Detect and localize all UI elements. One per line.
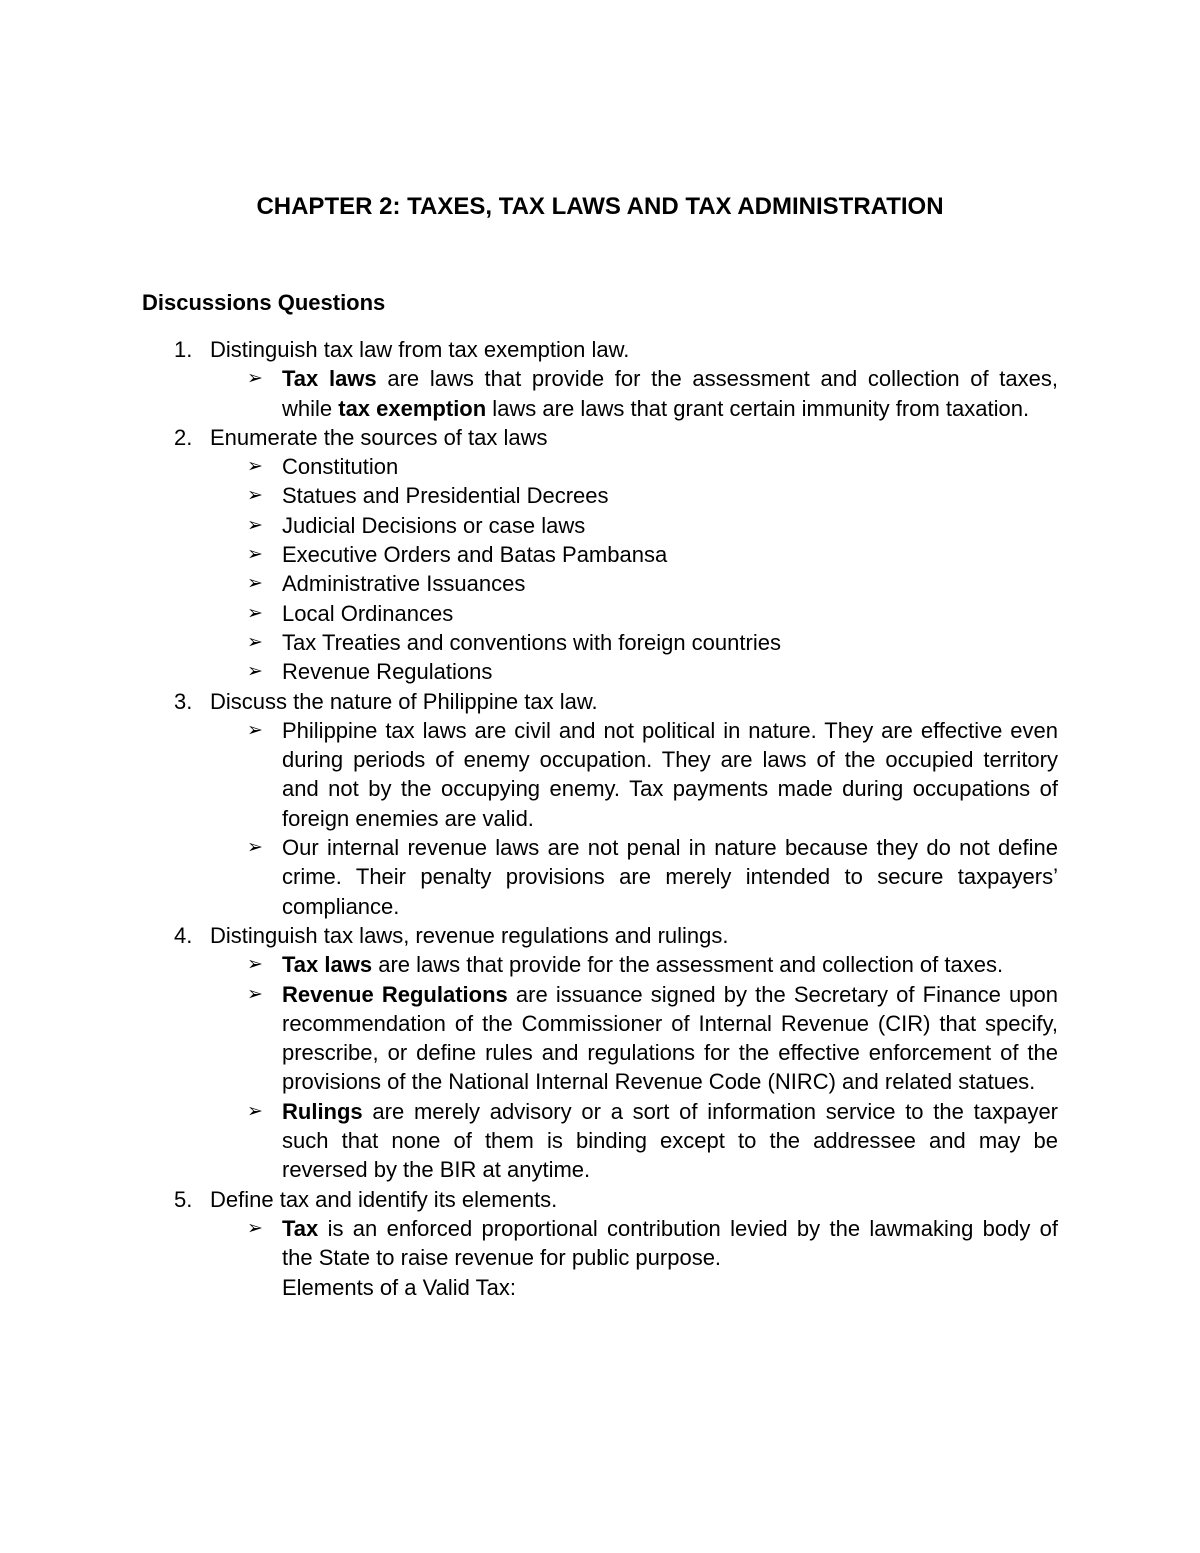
answer-bullet-list	[142, 452, 1058, 686]
answer-text	[282, 833, 1058, 921]
question-number-label: 4.	[174, 922, 193, 948]
answer-text-run: Revenue Regulations	[282, 659, 493, 685]
question-item	[142, 921, 1058, 950]
bold-term: Revenue Regulations	[282, 981, 508, 1007]
question-text: Distinguish tax laws, revenue regulations and rulings.	[210, 922, 729, 948]
question-number	[142, 423, 210, 452]
answer-bullet-list	[142, 950, 1058, 1184]
arrow-bullet-icon: ➢	[247, 631, 263, 653]
arrow-bullet-icon: ➢	[247, 1100, 263, 1122]
question-number	[142, 921, 210, 950]
answer-bullet	[247, 833, 1058, 921]
answer-text-run: laws are laws that grant certain immunity from taxation.	[486, 395, 1030, 421]
arrow-bullet-icon: ➢	[247, 456, 263, 478]
answer-text-run: are laws that provide for the assessment and collection of taxes.	[372, 952, 1004, 978]
answer-text	[282, 980, 1058, 1097]
answer-bullet	[247, 628, 1058, 657]
answer-bullet	[247, 599, 1058, 628]
question-text: Distinguish tax law from tax exemption law.	[210, 337, 630, 362]
arrow-bullet-icon: ➢	[247, 514, 263, 536]
arrow-bullet-icon: ➢	[247, 719, 263, 741]
arrow-bullet-icon: ➢	[247, 485, 263, 507]
answer-bullet	[247, 1097, 1058, 1185]
answer-text	[282, 628, 1058, 657]
question-number	[142, 335, 210, 364]
answer-bullet	[247, 980, 1058, 1097]
question-number	[142, 687, 210, 716]
bold-term: tax exemption	[338, 395, 487, 421]
arrow-bullet-icon: ➢	[247, 573, 263, 595]
question-number-label: 5.	[174, 1186, 193, 1212]
answer-text-run: are merely advisory or a sort of information service to the taxpayer such that none of them is binding except to the addressee and may be reversed by the BIR at anytime.	[282, 1098, 1058, 1183]
question-number-label: 2.	[174, 424, 193, 450]
answer-bullet	[247, 716, 1058, 833]
question-item	[142, 423, 1058, 452]
answer-text	[282, 540, 1058, 569]
answer-bullet	[247, 481, 1058, 510]
answer-text-run: Our internal revenue laws are not penal in nature because they do not define crime. Their penalty provisions are merely intended to secure taxpayers’ compliance.	[282, 835, 1058, 919]
arrow-bullet-icon: ➢	[247, 1217, 263, 1239]
answer-text-run: Judicial Decisions or case laws	[282, 512, 586, 538]
answer-bullet	[247, 569, 1058, 598]
answer-bullet	[247, 364, 1058, 423]
arrow-bullet-icon: ➢	[247, 837, 263, 859]
answer-text-run: is an enforced proportional contribution levied by the lawmaking body of the State to raise revenue for public purpose.	[282, 1215, 1058, 1271]
page-title: CHAPTER 2: TAXES, TAX LAWS AND TAX ADMINISTRATION	[256, 193, 944, 220]
bold-term: Tax laws	[282, 952, 373, 978]
answer-text	[282, 364, 1058, 423]
question-number-label: 3.	[174, 688, 193, 714]
answer-bullet	[247, 950, 1058, 979]
arrow-bullet-icon: ➢	[247, 954, 263, 976]
question-number	[142, 1185, 210, 1214]
question-number-label: 1.	[174, 337, 193, 362]
answer-bullet	[247, 511, 1058, 540]
question-item	[142, 687, 1058, 716]
arrow-bullet-icon: ➢	[247, 602, 263, 624]
arrow-bullet-icon: ➢	[247, 983, 263, 1005]
answer-text-run: are issuance signed by the Secretary of Finance upon recommendation of the Commissioner of Internal Revenue (CIR) that specify, prescribe, or define rules and regulations for the effective enforcement of the provisions of the National Internal Revenue Code (NIRC) and related statues.	[282, 981, 1058, 1095]
answer-text-run: Statues and Presidential Decrees	[282, 483, 609, 509]
question-text: Enumerate the sources of tax laws	[210, 424, 548, 450]
bold-term: Tax	[282, 1215, 319, 1241]
answer-bullet	[247, 657, 1058, 686]
arrow-bullet-icon: ➢	[247, 544, 263, 566]
answer-bullet-list	[142, 364, 1058, 423]
bold-term: Rulings	[282, 1098, 363, 1124]
answer-text	[282, 599, 1058, 628]
answer-text	[282, 657, 1058, 686]
bold-term: Tax laws	[282, 366, 377, 392]
answer-bullet	[247, 1214, 1058, 1273]
section-heading: Discussions Questions	[142, 290, 386, 315]
answer-text-run: Local Ordinances	[282, 600, 454, 626]
answer-bullet-list	[142, 1214, 1058, 1273]
answer-text	[282, 481, 1058, 510]
answer-text-run: Executive Orders and Batas Pambansa	[282, 542, 668, 568]
answer-text	[282, 511, 1058, 540]
question-item	[142, 1185, 1058, 1214]
arrow-bullet-icon: ➢	[247, 661, 263, 683]
answer-bullet	[247, 540, 1058, 569]
arrow-bullet-icon: ➢	[247, 368, 263, 390]
answer-text	[282, 1097, 1058, 1185]
question-text: Define tax and identify its elements.	[210, 1186, 558, 1212]
answer-text-run: Constitution	[282, 454, 399, 480]
answer-text-run: Tax Treaties and conventions with foreign countries	[282, 629, 781, 655]
answer-text	[282, 950, 1058, 979]
answer-text	[282, 716, 1058, 833]
answer-text-run: Administrative Issuances	[282, 571, 526, 597]
answer-text-run: are laws that provide for the assessment and collection of taxes, while	[282, 366, 1058, 421]
questions-list	[142, 335, 1058, 1302]
question-item	[142, 335, 1058, 364]
answer-text	[282, 1214, 1058, 1273]
answer-bullet-list	[142, 716, 1058, 921]
answer-bullet	[247, 452, 1058, 481]
subheading-text: Elements of a Valid Tax:	[282, 1274, 516, 1300]
answer-text	[282, 569, 1058, 598]
answer-text-run: Philippine tax laws are civil and not political in nature. They are effective even during periods of enemy occupation. They are laws of the occupied territory and not by the occupying enemy. Tax payments made during occupations of foreign enemies are valid.	[282, 717, 1058, 831]
answer-text	[282, 452, 1058, 481]
question-text: Discuss the nature of Philippine tax law.	[210, 688, 598, 714]
